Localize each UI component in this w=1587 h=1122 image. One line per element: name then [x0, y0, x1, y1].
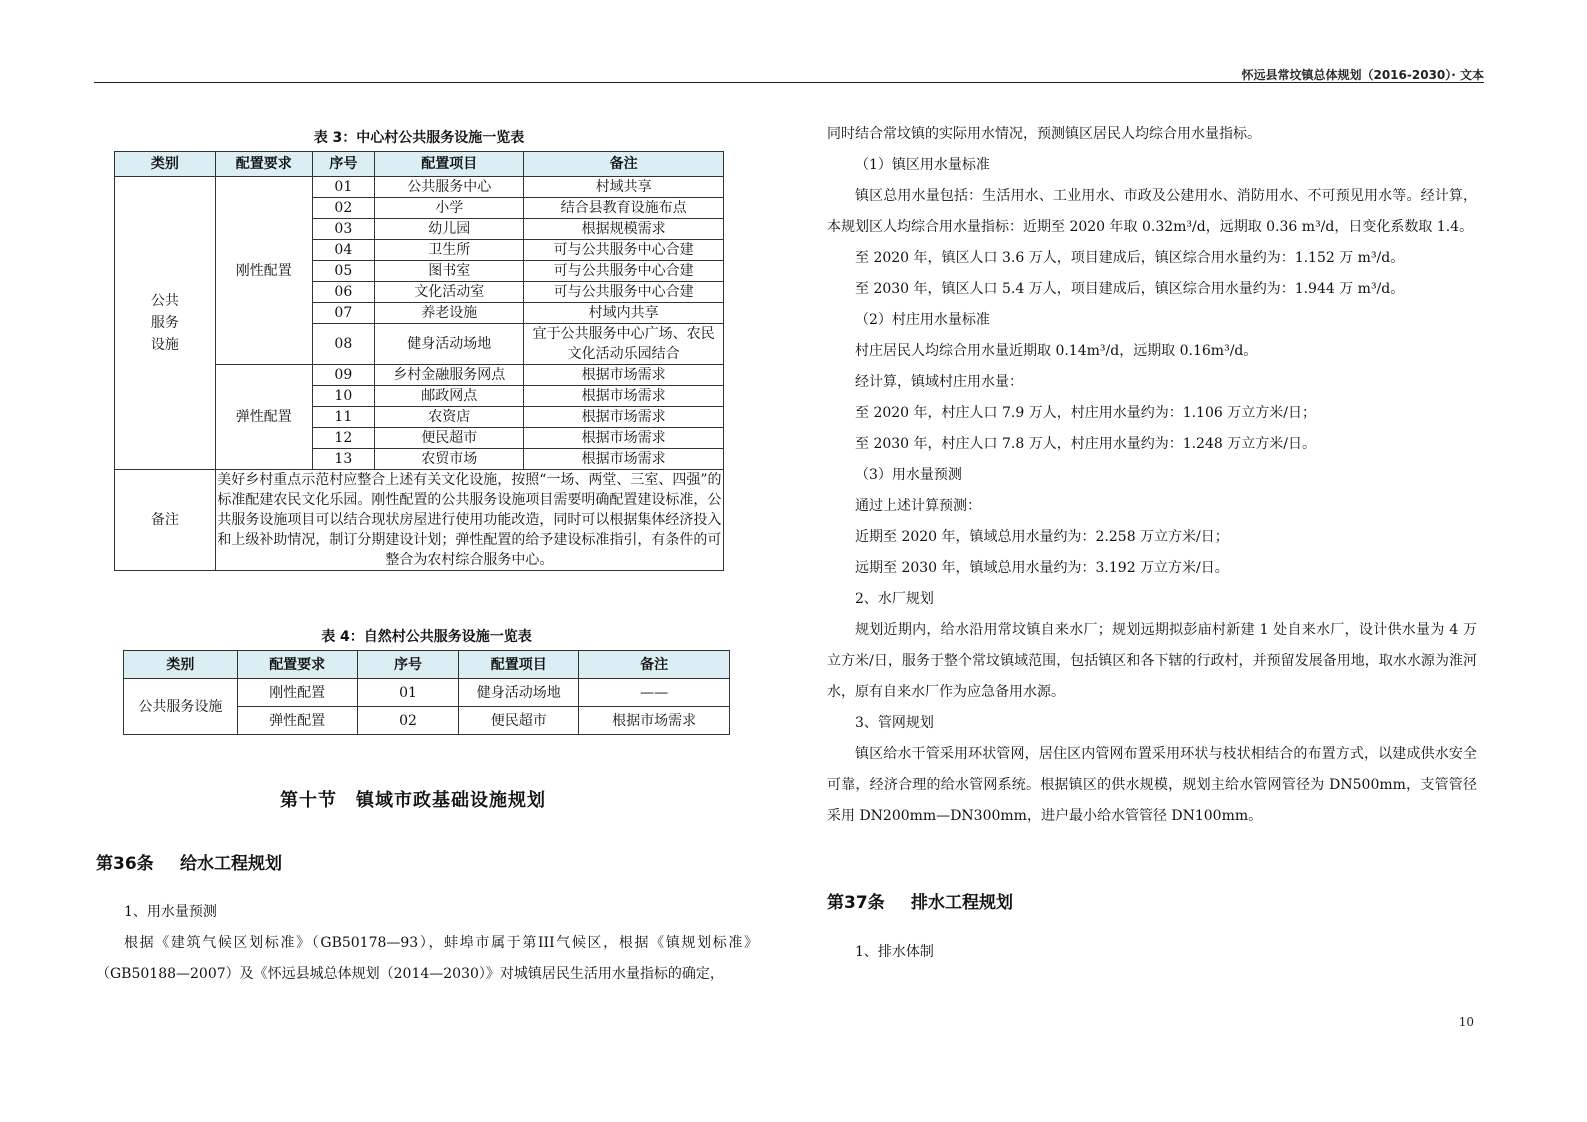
- table3-header-cell: 类别: [115, 152, 216, 177]
- table3-group-rigid: 刚性配置: [215, 177, 312, 365]
- page-number: 10: [1458, 1015, 1474, 1029]
- table3-item-cell: 便民超市: [375, 428, 524, 449]
- table3-note-cell: 可与公共服务中心合建: [524, 240, 724, 261]
- table3-item-cell: 农贸市场: [375, 449, 524, 470]
- left-column-body: [96, 897, 758, 990]
- table3-item-cell: 公共服务中心: [375, 177, 524, 198]
- paragraph: 2、水厂规划: [855, 591, 934, 607]
- paragraph: （2）村庄用水量标准: [855, 312, 990, 328]
- paragraph: 同时结合常坟镇的实际用水情况，预测镇区居民人均综合用水量指标。: [827, 126, 1261, 142]
- paragraph: 至 2030 年，镇区人口 5.4 万人，项目建成后，镇区综合用水量约为：1.944 万 m³/d。: [855, 281, 1405, 297]
- table3-no-cell: 05: [312, 261, 375, 282]
- right-column-body: [827, 119, 1477, 832]
- table3-item-cell: 邮政网点: [375, 386, 524, 407]
- table3-no-cell: 09: [312, 365, 375, 386]
- table3-note-cell: 根据规模需求: [524, 219, 724, 240]
- table3-item-cell: 小学: [375, 198, 524, 219]
- article36-title: 给水工程规划: [180, 854, 282, 874]
- table4-note-cell: 根据市场需求: [579, 707, 730, 735]
- table3-no-cell: 12: [312, 428, 375, 449]
- paragraph: 至 2020 年，镇区人口 3.6 万人，项目建成后，镇区综合用水量约为：1.152 万 m³/d。: [855, 250, 1405, 266]
- table3-remark-text: 美好乡村重点示范村应整合上述有关文化设施，按照“一场、两堂、三室、四强”的标准配建农民文化乐园。刚性配置的公共服务设施项目需要明确配置建设标准，公共服务设施项目可以结合现状房屋进行使用功能改造，同时可以根据集体经济投入和上级补助情况，制订分期建设计划；弹性配置的给予建设标准指引，有条件的可整合为农村综合服务中心。: [215, 470, 723, 571]
- table4-category-cell: 公共服务设施: [124, 679, 238, 735]
- table3-note-cell: 根据市场需求: [524, 407, 724, 428]
- table3-remark-label: 备注: [115, 470, 216, 571]
- paragraph: 村庄居民人均综合用水量近期取 0.14m³/d，远期取 0.16m³/d。: [855, 343, 1258, 359]
- paragraph: 镇区总用水量包括：生活用水、工业用水、市政及公建用水、消防用水、不可预见用水等。经计算，本规划区人均综合用水量指标：近期至 2020 年取 0.32m³/d，远期取 0.36 m³/d，日变化系数取 1.4。: [827, 188, 1477, 235]
- table4-item-cell: 健身活动场地: [459, 679, 579, 707]
- table4-no-cell: 02: [357, 707, 459, 735]
- header-divider: [94, 82, 1484, 83]
- table3-no-cell: 10: [312, 386, 375, 407]
- table4: [123, 650, 730, 735]
- table4-header-row: [124, 651, 730, 679]
- article37-number: 第37条: [827, 893, 885, 913]
- table4-item-cell: 便民超市: [459, 707, 579, 735]
- table3-remark-row: [115, 470, 724, 571]
- table3-no-cell: 04: [312, 240, 375, 261]
- table3-no-cell: 11: [312, 407, 375, 428]
- table3-header-cell: 序号: [312, 152, 375, 177]
- paragraph: （3）用水量预测: [855, 467, 962, 483]
- paragraph: 近期至 2020 年，镇域总用水量约为：2.258 万立方米/日；: [855, 529, 1229, 545]
- right-column-tail: [827, 937, 1477, 968]
- paragraph: 规划近期内，给水沿用常坟镇自来水厂；规划远期拟彭庙村新建 1 处自来水厂，设计供水量为 4 万立方米/日，服务于整个常坟镇域范围，包括镇区和各下辖的行政村，并预留发展备用地，取水水源为淮河水，原有自来水厂作为应急备用水源。: [827, 622, 1477, 700]
- table3-caption: 表 3：中心村公共服务设施一览表: [313, 130, 525, 146]
- table3-header-row: [115, 152, 724, 177]
- table-row: [124, 679, 730, 707]
- table3-item-cell: 图书室: [375, 261, 524, 282]
- article36-number: 第36条: [96, 854, 154, 874]
- table3-item-cell: 农资店: [375, 407, 524, 428]
- table3-category-text: 公共服务设施: [150, 293, 179, 353]
- table3-no-cell: 13: [312, 449, 375, 470]
- table3-item-cell: 文化活动室: [375, 282, 524, 303]
- table4-caption: 表 4：自然村公共服务设施一览表: [321, 629, 532, 645]
- table3-header-cell: 配置要求: [215, 152, 312, 177]
- paragraph: （1）镇区用水量标准: [855, 157, 990, 173]
- article36-heading: [96, 849, 282, 874]
- table3-no-cell: 07: [312, 303, 375, 324]
- paragraph: 根据《建筑气候区划标准》（GB50178—93），蚌埠市属于第III气候区，根据《镇规划标准》（GB50188—2007）及《怀远县城总体规划（2014—2030）》对城镇居民生活用水量指标的确定，: [96, 935, 758, 982]
- table-row: [115, 177, 724, 198]
- article37-title: 排水工程规划: [911, 893, 1013, 913]
- table3-note-cell: 可与公共服务中心合建: [524, 261, 724, 282]
- table3-note-cell: 结合县教育设施布点: [524, 198, 724, 219]
- document-header-title: 怀远县常坟镇总体规划（2016-2030）· 文本: [1241, 68, 1484, 82]
- table4-header-cell: 备注: [579, 651, 730, 679]
- paragraph: 1、用水量预测: [124, 904, 217, 920]
- table3-header-cell: 备注: [524, 152, 724, 177]
- table3-item-cell: 养老设施: [375, 303, 524, 324]
- paragraph: 通过上述计算预测：: [855, 498, 981, 514]
- table3: [114, 151, 724, 571]
- table3-no-cell: 08: [312, 324, 375, 365]
- paragraph: 至 2030 年，村庄人口 7.8 万人，村庄用水量约为：1.248 万立方米/日。: [855, 436, 1316, 452]
- paragraph: 3、管网规划: [855, 715, 934, 731]
- table3-note-cell: 根据市场需求: [524, 449, 724, 470]
- table4-req-cell: 刚性配置: [237, 679, 357, 707]
- table4-req-cell: 弹性配置: [237, 707, 357, 735]
- table3-note-cell: 村域共享: [524, 177, 724, 198]
- table4-header-cell: 配置要求: [237, 651, 357, 679]
- table3-no-cell: 02: [312, 198, 375, 219]
- paragraph: 至 2020 年，村庄人口 7.9 万人，村庄用水量约为：1.106 万立方米/日；: [855, 405, 1316, 421]
- table3-group-flexible: 弹性配置: [215, 365, 312, 470]
- table4-no-cell: 01: [357, 679, 459, 707]
- paragraph: 1、排水体制: [855, 944, 934, 960]
- table4-note-cell: ——: [579, 679, 730, 707]
- table3-no-cell: 03: [312, 219, 375, 240]
- table3-note-cell: 可与公共服务中心合建: [524, 282, 724, 303]
- table3-item-cell: 幼儿园: [375, 219, 524, 240]
- paragraph: 镇区给水干管采用环状管网，居住区内管网布置采用环状与枝状相结合的布置方式，以建成供水安全可靠，经济合理的给水管网系统。根据镇区的供水规模，规划主给水管网管径为 DN500mm，支管管径采用 DN200mm—DN300mm，进户最小给水管管径 DN100mm。: [827, 746, 1477, 824]
- table4-header-cell: 配置项目: [459, 651, 579, 679]
- table3-category-cell: [115, 177, 216, 470]
- table3-header-cell: 配置项目: [375, 152, 524, 177]
- article37-heading: [827, 888, 1013, 913]
- table3-item-cell: 健身活动场地: [375, 324, 524, 365]
- paragraph: 经计算，镇域村庄用水量：: [855, 374, 1023, 390]
- table4-header-cell: 类别: [124, 651, 238, 679]
- table3-item-cell: 乡村金融服务网点: [375, 365, 524, 386]
- table3-note-cell: 根据市场需求: [524, 428, 724, 449]
- table3-note-cell: 根据市场需求: [524, 365, 724, 386]
- table3-no-cell: 01: [312, 177, 375, 198]
- table3-item-cell: 卫生所: [375, 240, 524, 261]
- table3-note-cell: 根据市场需求: [524, 386, 724, 407]
- paragraph: 远期至 2030 年，镇域总用水量约为：3.192 万立方米/日。: [855, 560, 1229, 576]
- table4-header-cell: 序号: [357, 651, 459, 679]
- section-title: 第十节 镇域市政基础设施规划: [280, 790, 546, 811]
- table3-no-cell: 06: [312, 282, 375, 303]
- table3-note-cell: 宜于公共服务中心广场、农民文化活动乐园结合: [524, 324, 724, 365]
- table3-note-cell: 村域内共享: [524, 303, 724, 324]
